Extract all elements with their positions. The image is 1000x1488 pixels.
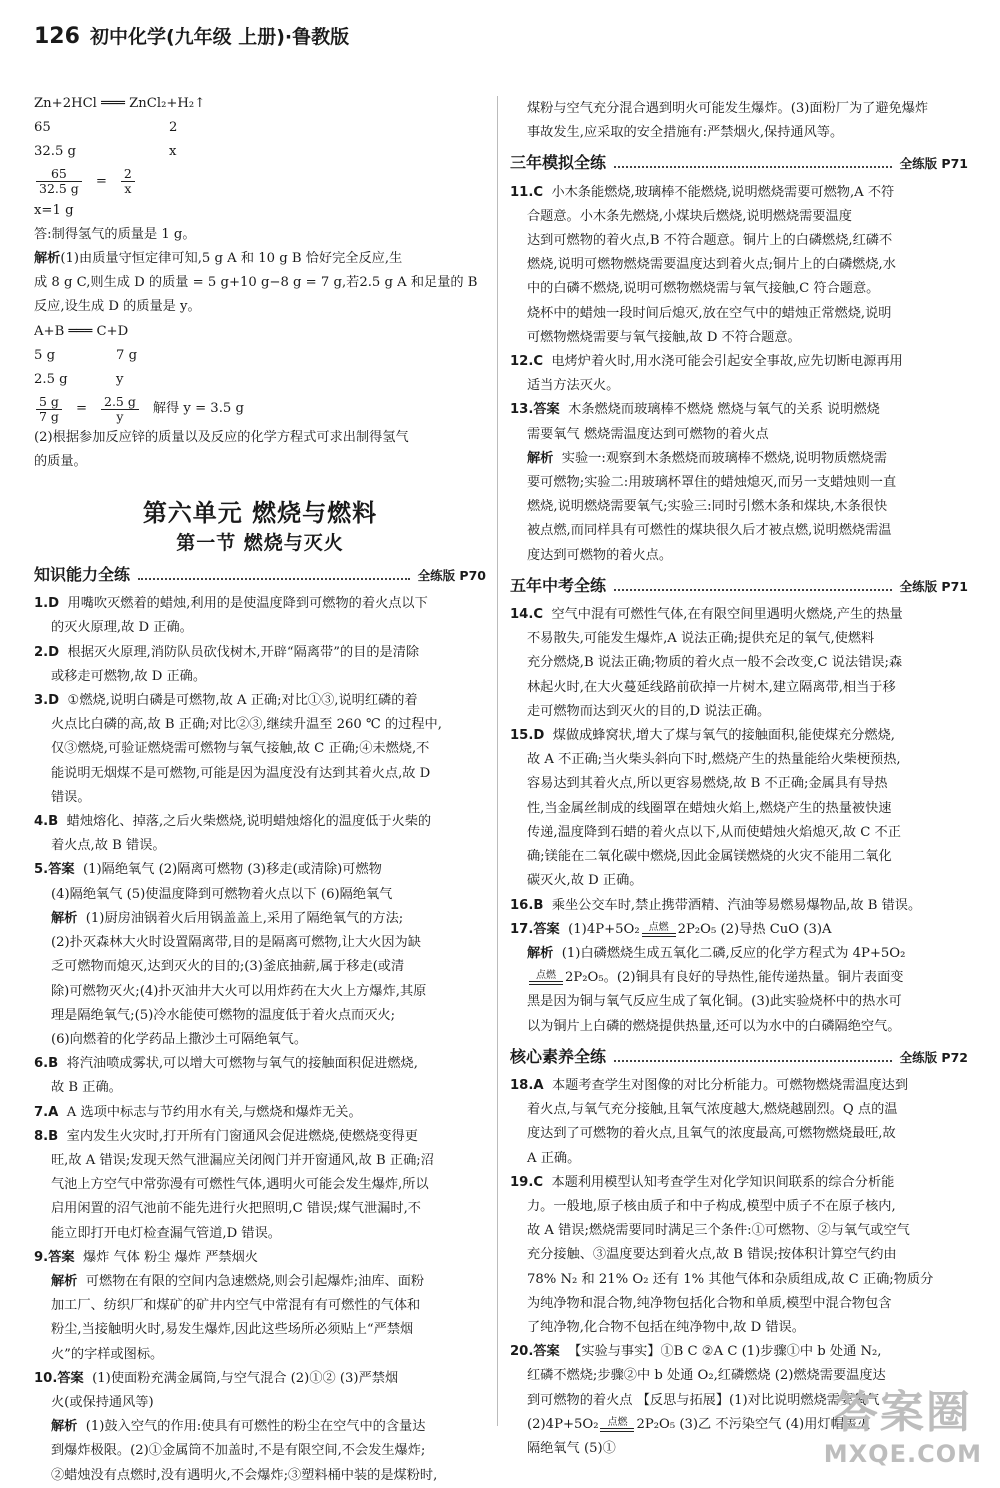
calc-row: 5 g 7 g (34, 347, 138, 363)
section-header (510, 151, 968, 176)
site-watermark: 答案圈 MXQE.COM (823, 1387, 982, 1468)
unit-title: 第六单元 燃烧与燃料 (142, 498, 378, 527)
reaction-condition: 点燃 (529, 971, 563, 985)
fraction: $\frac{65}{32.5 g}$ (36, 167, 82, 196)
text-line: 煤粉与空气充分混合遇到明火可能发生爆炸。(3)面粉厂为了避免爆炸 (527, 101, 929, 116)
text-line: (2)根据参加反应锌的质量以及反应的化学方程式可求出制得氢气 (34, 430, 409, 446)
question-item: 16.B 乘坐公交车时,禁止携带酒精、汽油等易燃易爆物品,故 B 错误。 (510, 897, 922, 913)
proportion-line: $\frac{5 g}{7 g}$ = $\frac{2.5 g}{y}$ 解得 y = 3.5 g (34, 392, 486, 426)
question-item: 18.A 本题考查学生对图像的对比分析能力。可燃物燃烧需温度达到 着火点,与氧气充分接触,且氧气浓度越大,燃烧越剧烈。Q 点的温 度达到了可燃物的着火点,且氧气的浓度最高,可燃物燃烧最旺,故 A 正确。 (510, 1077, 909, 1166)
section-header-title: 五年中考全练 (510, 575, 607, 595)
question-item: 15.D 煤做成蜂窝状,增大了煤与氧气的接触面积,能使煤充分燃烧, 故 A 不正确;当火柴头斜向下时,燃烧产生的热量能给火柴梗预热, 容易达到其着火点,所以更容易燃烧,故 B 不正确;金属具有导热 性,当金属丝制成的线圈罩在蜡烛火焰上,燃烧产生的热量被快速 传递,温度降到石蜡的着火点以下,从而使蜡烛火焰熄灭,故 C 不正 确;镁能在二氧化碳中燃烧,因此金属镁燃烧的火灾不能用二氧化 碳灭火,故 D 正确。 (510, 728, 901, 889)
question-item: 4.B 蜡烛熔化、掉落,之后火柴燃烧,说明蜡烛熔化的温度低于火柴的 着火点,故 B 错误。 (34, 814, 432, 854)
section-header-ref: 全练版 P70 (417, 568, 486, 584)
question-item: 9.答案 爆炸 气体 粉尘 爆炸 严禁烟火 解析 可燃物在有限的空间内急速燃烧,则会引起爆炸;油库、面粉 加工厂、纺织厂和煤矿的矿井内空气中常混有有可燃性的气体和 粉尘,当接触明火时,易发生爆炸,因此这些场所必须贴上“严禁烟 火”的字样或图标。 (34, 1249, 425, 1362)
question-item: 14.C 空气中混有可燃性气体,在有限空间里遇明火燃烧,产生的热量 不易散失,可能发生爆炸,A 说法正确;提供充足的氧气,使燃料 充分燃烧,B 说法正确;物质的着火点一般不会改变,C 说法错误;森 林起火时,在大火蔓延线路前砍掉一片树木,建立隔离带,相当于移 走可燃物而达到灭火的目的,D 说法正确。 (510, 607, 903, 719)
question-item: 6.B 将汽油喷成雾状,可以增大可燃物与氧气的接触面积促进燃烧, 故 B 正确。 (34, 1056, 418, 1096)
question-item: 17. 答案 (1)4P+5O₂ 点燃 2P₂O₅ (2)导热 CuO (3)A 解析 (1)白磷燃烧生成五氧化二磷,反应的化学方程式为 4P+5O₂ 点燃 2P₂O₅。(2)铜具有良好的导热性,能传递热量。铜片表面变 黑是因为铜与氧气反应生成了氧化铜。(3)此实验烧杯中的热水可 以为铜片上白磷的燃烧提供热量,还可以为水中的白磷隔绝空气。 (510, 921, 906, 1034)
right-column (510, 97, 968, 1461)
question-item: 20.答案 【实验与事实】①B C ②A C (1)步骤①中 b 处通 N₂, 红磷不燃烧;步骤②中 b 处通 O₂,红磷燃烧 (2)燃烧需要温度达 到可燃物的着火点 【反思与拓展】(1)对比说明燃烧需要氧气 (2)4P+5O₂ 点燃 2P₂O₅ (3)乙 不污染空气 (4)用灯帽盖灭 隔绝氧气 (5)① (510, 1344, 886, 1456)
analysis-line: 解析(1)由质量守恒定律可知,5 g A 和 10 g B 恰好完全反应,生 (34, 251, 403, 267)
fraction: $\frac{2.5 g}{y}$ (101, 395, 139, 424)
equation-line: A+B ═══ C+D (34, 323, 129, 339)
page-header (34, 22, 349, 49)
analysis-line: 反应,设生成 D 的质量是 y。 (34, 299, 201, 315)
section-header-title: 核心素养全练 (510, 1046, 607, 1066)
section-header-title: 三年模拟全练 (510, 153, 607, 173)
question-item: 2.D 根据灭火原理,消防队员砍伐树木,开辟“隔离带”的目的是清除 或移走可燃物,故 D 正确。 (34, 644, 420, 684)
column-divider (497, 96, 498, 1426)
question-item: 7.A A 选项中标志与节约用水有关,与燃烧和爆炸无关。 (34, 1104, 362, 1120)
equation-line: Zn+2HCl ═══ ZnCl₂+H₂↑ (34, 96, 206, 111)
proportion-line: $\frac{65}{32.5 g}$ = $\frac{2}{x}$ (34, 165, 486, 199)
section-header-ref: 全练版 P72 (899, 1049, 968, 1065)
page-number: 126 (34, 24, 80, 49)
text-line: 事故发生,应采取的安全措施有:严禁烟火,保持通风等。 (527, 125, 844, 141)
book-title: 初中化学(九年级 上册)·鲁教版 (89, 26, 350, 48)
section-title: 第一节 燃烧与灭火 (176, 531, 344, 554)
question-item: 1.D 用嘴吹灭燃着的蜡烛,利用的是使温度降到可燃物的着火点以下 的灭火原理,故 D 正确。 (34, 596, 428, 636)
reaction-condition: 点燃 (600, 1418, 634, 1432)
question-item: 3.D ①燃烧,说明白磷是可燃物,故 A 正确;对比①③,说明红磷的着 火点比白磷的高,故 B 正确;对比②③,继续升温至 260 ℃ 的过程中, 仅③燃烧,可验证燃烧需可燃物与氧气接触,故 C 正确;④未燃烧,不 能说明无烟煤不是可燃物,可能是因为温度没有达到其着火点,故 D 错误。 (34, 693, 442, 805)
section-header-ref: 全练版 P71 (899, 578, 968, 594)
question-item: 10.答案 (1)使面粉充满金属筒,与空气混合 (2)①② (3)严禁烟 火(或保持通风等) 解析 (1)鼓入空气的作用:使具有可燃性的粉尘在空气中的含量达 到爆炸极限。(2)①金属筒不加盖时,不是有限空间,不会发生爆炸; ②蜡烛没有点燃时,没有遇明火,不会爆炸;③塑料桶中装的是煤粉时, (34, 1370, 438, 1483)
section-header (510, 574, 968, 599)
section-header-ref: 全练版 P71 (899, 156, 968, 172)
question-item: 8.B 室内发生火灾时,打开所有门窗通风会促进燃烧,使燃烧变得更 旺,故 A 错误;发现天然气泄漏应关闭阀门并开窗通风,故 B 正确;沼 气池上方空气中常弥漫有可燃性气体,遇明火可能会发生爆炸,所以 启用闲置的沼气池前不能先进行火把照明,C 错误;煤气泄漏时,不 能立即打开电灯检查漏气管道,D 错误。 (34, 1128, 434, 1241)
text-line: 的质量。 (34, 454, 87, 470)
question-item: 5.答案 (1)隔绝氧气 (2)隔离可燃物 (3)移走(或清除)可燃物 (4)隔绝氧气 (5)使温度降到可燃物着火点以下 (6)隔绝氧气 解析 (1)厨房油锅着火后用锅盖盖上,采用了隔绝氧气的方法; (2)扑灭森林大火时设置隔离带,目的是隔离可燃物,让大火因为缺 乏可燃物而熄灭,达到灭火的目的;(3)釜底抽薪,属于移走(或清 除)可燃物灭火;(4)扑灭油井大火可以用炸药在大火上方爆炸,其原 理是隔绝氧气;(5)冷水能使可燃物的温度低于着火点而灭火; (6)向燃着的化学药品上撒沙土可隔绝氧气。 (34, 862, 427, 1047)
calc-row: 2.5 g y (34, 372, 124, 388)
question-item: 13.答案 木条燃烧而玻璃棒不燃烧 燃烧与氧气的关系 说明燃烧 需要氧气 燃烧需温度达到可燃物的着火点 解析 实验一:观察到木条燃烧而玻璃棒不燃烧,说明物质燃烧需 要可燃物;实验二:用玻璃杯罩住的蜡烛熄灭,而另一支蜡烛则一直 燃烧,说明燃烧需要氧气;实验三:同时引燃木条和煤块,木条很快 被点燃,而同样具有可燃性的煤块很久后才被点燃,说明燃烧需温 度达到可燃物的着火点。 (510, 402, 897, 563)
section-header-title: 知识能力全练 (34, 565, 131, 585)
question-item: 19.C 本题利用模型认知考查学生对化学知识间联系的综合分析能 力。一般地,原子核由质子和中子构成,模型中质子不在原子核内, 故 A 错误;燃烧需要同时满足三个条件:①可燃物、②与氧气或空气 充分接触、③温度要达到着火点,故 B 错误;按体积计算空气约由 78% N₂ 和 21% O₂ 还有 1% 其他气体和杂质组成,故 C 正确;物质分 为纯净物和混合物,纯净物包括化合物和单质,模型中混合物包含 了纯净物,化合物不包括在纯净物中,故 D 错误。 (510, 1174, 934, 1335)
analysis-line: 成 8 g C,则生成 D 的质量 = 5 g+10 g−8 g = 7 g,若2.5 g A 和足量的 B (34, 275, 478, 291)
section-header (34, 563, 486, 588)
question-item: 11.C 小木条能燃烧,玻璃棒不能燃烧,说明燃烧需要可燃物,A 不符 合题意。小木条先燃烧,小煤块后燃烧,说明燃烧需要温度 达到可燃物的着火点,B 不符合题意。铜片上的白磷燃烧,红磷不 燃烧,说明可燃物燃烧需要温度达到着火点;铜片上的白磷燃烧,水 中的白磷不燃烧,说明可燃物燃烧需与氧气接触,C 符合题意。 烧杯中的蜡烛一段时间后熄灭,放在空气中的蜡烛正常燃烧,说明 可燃物燃烧需要与氧气接触,故 D 不符合题意。 (510, 184, 896, 345)
fraction: $\frac{2}{x}$ (121, 167, 135, 196)
calc-result: x=1 g (34, 202, 74, 218)
section-header (510, 1045, 968, 1070)
reaction-condition: 点燃 (642, 923, 676, 937)
calc-row: 32.5 g x (34, 144, 177, 160)
fraction: $\frac{5 g}{7 g}$ (36, 395, 62, 424)
calc-answer: 答:制得氢气的质量是 1 g。 (34, 226, 196, 242)
question-item: 12.C 电烤炉着火时,用水浇可能会引起安全事故,应先切断电源再用 适当方法灭火。 (510, 354, 903, 394)
calc-row: 65 2 (34, 120, 178, 136)
solve-text: 解得 y = 3.5 g (152, 401, 244, 417)
left-column (34, 92, 486, 1488)
